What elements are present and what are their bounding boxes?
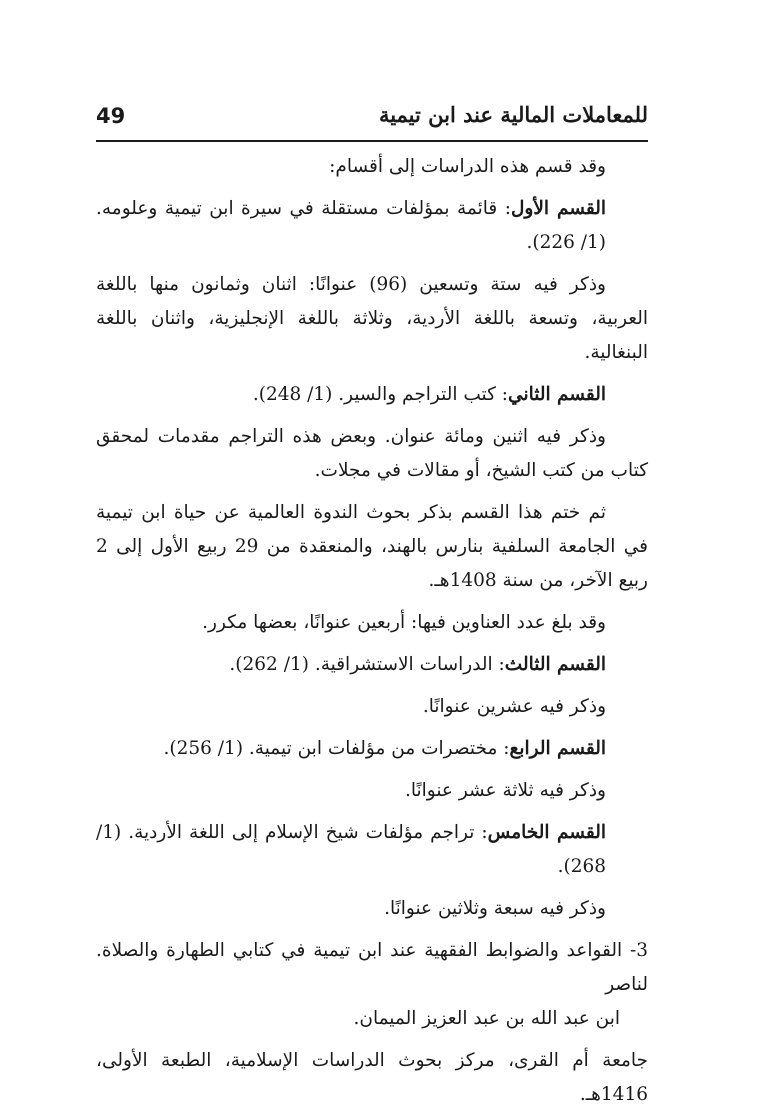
page-header (96, 100, 648, 142)
section-third (96, 648, 648, 682)
paragraph-fifth-details (96, 892, 648, 926)
paragraph-fourth-details (96, 774, 648, 808)
paragraph-text: وقد قسم هذه الدراسات إلى أقسام: (329, 156, 606, 177)
paragraph-text: وذكر فيه ستة وتسعين (96) عنوانًا: اثنان وثمانون منها باللغة العربية، وتسعة باللغة الأردية، وثلاثة باللغة الإنجليزية، واثنان باللغة البنغالية. (96, 274, 648, 363)
paragraph-text: جامعة أم القرى، مركز بحوث الدراسات الإسلامية، الطبعة الأولى، 1416هـ. (96, 1050, 648, 1105)
section-label: القسم الرابع (509, 738, 606, 759)
paragraph-third-details (96, 690, 648, 724)
section-text: : قائمة بمؤلفات مستقلة في سيرة ابن تيمية وعلومه. (1/ 226). (96, 198, 606, 253)
section-text: : مختصرات من مؤلفات ابن تيمية. (1/ 256). (163, 738, 510, 759)
paragraph-seminar (96, 496, 648, 598)
paragraph-intro (96, 150, 648, 184)
reference-line-2: ابن عبد الله بن عبد العزيز الميمان. (353, 1008, 620, 1029)
section-label: القسم الأول (510, 198, 606, 219)
page-body (96, 150, 648, 1120)
paragraph-text: وذكر فيه عشرين عنوانًا. (422, 696, 606, 717)
paragraph-first-details (96, 268, 648, 370)
section-second (96, 378, 648, 412)
section-text: : الدراسات الاستشراقية. (1/ 262). (229, 654, 505, 675)
section-label: القسم الثالث (504, 654, 606, 675)
paragraph-text: ثم ختم هذا القسم بذكر بحوث الندوة العالمية عن حياة ابن تيمية في الجامعة السلفية بنارس بالهند، والمنعقدة من 29 ربيع الأول إلى 2 ربيع الآخر، من سنة 1408هـ. (96, 502, 648, 591)
section-label: القسم الخامس (487, 822, 606, 843)
section-fifth (96, 816, 648, 884)
paragraph-text: وذكر فيه ثلاثة عشر عنوانًا. (404, 780, 606, 801)
reference-publisher (96, 1044, 648, 1112)
paragraph-second-details (96, 420, 648, 488)
reference-item-3 (96, 934, 648, 1036)
page-number: 49 (96, 104, 126, 128)
paragraph-titles-count (96, 606, 648, 640)
paragraph-text: وقد بلغ عدد العناوين فيها: أربعين عنوانًا، بعضها مكرر. (202, 612, 606, 633)
paragraph-text: وذكر فيه اثنين ومائة عنوان. وبعض هذه التراجم مقدمات لمحقق كتاب من كتب الشيخ، أو مقالات في مجلات. (96, 426, 648, 481)
paragraph-text: وذكر فيه سبعة وثلاثين عنوانًا. (384, 898, 606, 919)
section-text: : تراجم مؤلفات شيخ الإسلام إلى اللغة الأردية. (1/ 268). (96, 822, 606, 877)
running-title: للمعاملات المالية عند ابن تيمية (378, 102, 648, 127)
section-label: القسم الثاني (508, 384, 606, 405)
section-first (96, 192, 648, 260)
reference-line-1: 3- القواعد والضوابط الفقهية عند ابن تيمية في كتابي الطهارة والصلاة. لناصر (96, 940, 648, 995)
section-fourth (96, 732, 648, 766)
section-text: : كتب التراجم والسير. (1/ 248). (252, 384, 509, 405)
